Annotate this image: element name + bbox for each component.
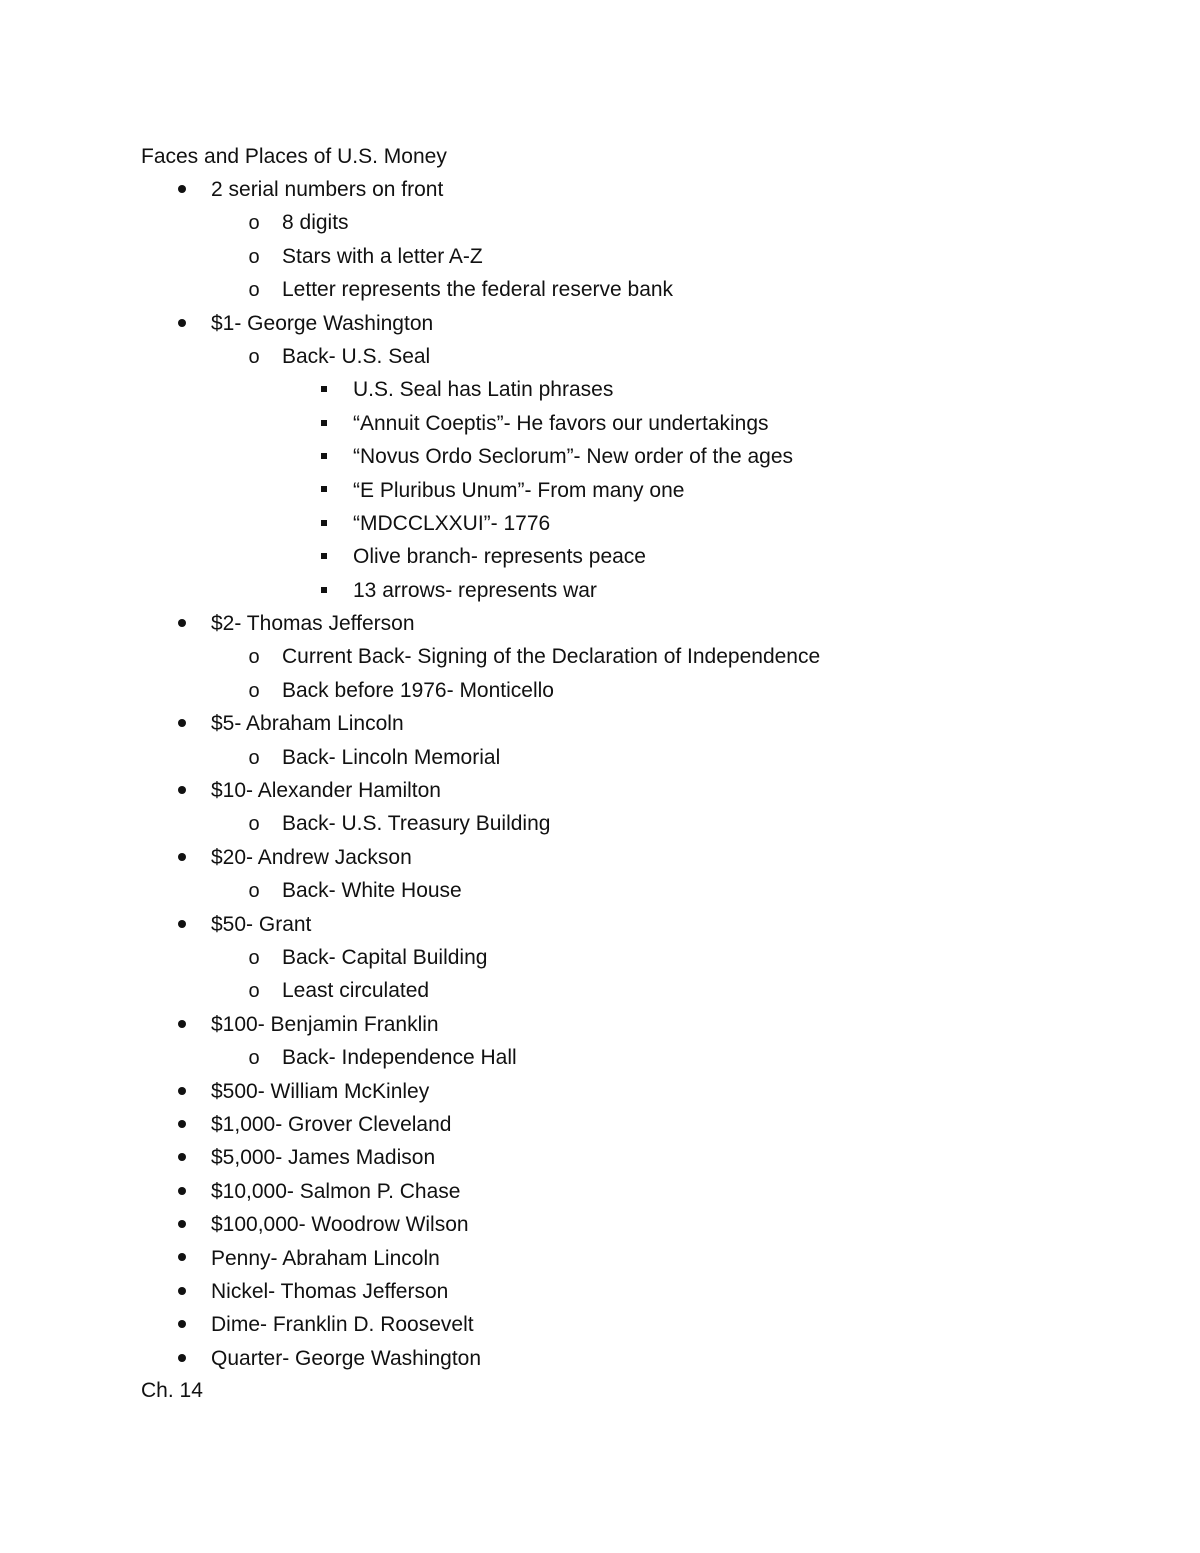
bullet-dot-icon: [170, 1345, 194, 1373]
bullet-square-icon: [312, 577, 336, 605]
bullet-square-icon: [312, 510, 336, 538]
bullet-dot-icon: [170, 1211, 194, 1239]
document-title: Faces and Places of U.S. Money: [141, 145, 447, 168]
list-item-text: Back- Lincoln Memorial: [282, 745, 501, 769]
list-item-level-1: [0, 1178, 1200, 1211]
bullet-square-shape: [321, 386, 327, 392]
bullet-square-shape: [321, 587, 327, 593]
list-item-text: $1- George Washington: [211, 311, 434, 335]
list-item-text: Letter represents the federal reserve bank: [282, 278, 674, 302]
list-item-level-3: [0, 410, 1200, 443]
list-item-level-1: [0, 844, 1200, 877]
bullet-circle-o-icon: o: [248, 1047, 260, 1070]
list-item-text: $100,000- Woodrow Wilson: [211, 1213, 469, 1237]
list-item-level-2: [0, 977, 1200, 1010]
list-item-text: $2- Thomas Jefferson: [211, 612, 415, 636]
list-item-text: 8 digits: [282, 211, 349, 235]
bullet-dot-shape: [178, 1020, 186, 1028]
list-item-level-1: [0, 1078, 1200, 1111]
list-item-text: $1,000- Grover Cleveland: [211, 1112, 452, 1136]
list-item-level-1: [0, 176, 1200, 209]
list-item-text: Dime- Franklin D. Roosevelt: [211, 1313, 474, 1337]
list-item-level-1: [0, 777, 1200, 810]
bullet-dot-shape: [178, 920, 186, 928]
bullet-circle-o-icon: o: [248, 646, 260, 669]
list-item-text: $10- Alexander Hamilton: [211, 779, 441, 803]
bullet-square-shape: [321, 420, 327, 426]
bullet-circle-o-icon: o: [248, 980, 260, 1003]
list-item-text: $5- Abraham Lincoln: [211, 712, 404, 736]
bullet-circle-o-icon: o: [248, 946, 260, 969]
list-item-level-1: [0, 1111, 1200, 1144]
bullet-circle-o-icon: o: [248, 245, 260, 268]
bullet-circle-o-icon: o: [248, 746, 260, 769]
bullet-dot-icon: [170, 176, 194, 204]
bullet-square-icon: [312, 376, 336, 404]
list-item-text: 13 arrows- represents war: [353, 578, 597, 602]
bullet-dot-shape: [178, 853, 186, 861]
list-item-level-2: [0, 643, 1200, 676]
list-item-level-2: [0, 343, 1200, 376]
list-item-level-1: [0, 1011, 1200, 1044]
bullet-circle-o-icon: o: [248, 880, 260, 903]
list-item-text: Current Back- Signing of the Declaration of Independence: [282, 645, 821, 669]
list-item-text: Least circulated: [282, 979, 430, 1003]
list-item-text: $500- William McKinley: [211, 1079, 430, 1103]
list-item-level-2: [0, 1044, 1200, 1077]
list-item-text: Back- White House: [282, 879, 462, 903]
list-item-text: Quarter- George Washington: [211, 1346, 482, 1370]
list-item-text: Penny- Abraham Lincoln: [211, 1246, 440, 1270]
bullet-dot-icon: [170, 844, 194, 872]
list-item-text: $50- Grant: [211, 912, 312, 936]
bullet-dot-icon: [170, 1011, 194, 1039]
list-item-level-1: [0, 911, 1200, 944]
bullet-dot-icon: [170, 1278, 194, 1306]
list-item-text: Back- U.S. Treasury Building: [282, 812, 551, 836]
document-footer-text: Ch. 14: [141, 1379, 203, 1402]
outline-list: [0, 176, 1200, 1378]
bullet-dot-icon: [170, 1078, 194, 1106]
list-item-level-1: [0, 1311, 1200, 1344]
bullet-dot-shape: [178, 1253, 186, 1261]
bullet-dot-shape: [178, 719, 186, 727]
bullet-dot-icon: [170, 1245, 194, 1273]
list-item-level-2: [0, 276, 1200, 309]
bullet-dot-shape: [178, 1320, 186, 1328]
bullet-dot-shape: [178, 1120, 186, 1128]
bullet-circle-o-icon: o: [248, 212, 260, 235]
bullet-circle-o-icon: o: [248, 679, 260, 702]
bullet-square-shape: [321, 553, 327, 559]
list-item-text: Back before 1976- Monticello: [282, 678, 554, 702]
bullet-dot-icon: [170, 710, 194, 738]
list-item-level-1: [0, 1278, 1200, 1311]
bullet-circle-o-icon: o: [248, 813, 260, 836]
list-item-level-1: [0, 1211, 1200, 1244]
bullet-square-shape: [321, 520, 327, 526]
list-item-text: $20- Andrew Jackson: [211, 845, 412, 869]
list-item-text: Olive branch- represents peace: [353, 545, 646, 569]
bullet-dot-icon: [170, 1111, 194, 1139]
list-item-level-3: [0, 543, 1200, 576]
list-item-level-2: [0, 243, 1200, 276]
list-item-level-2: [0, 810, 1200, 843]
list-item-level-3: [0, 443, 1200, 476]
list-item-level-1: [0, 710, 1200, 743]
bullet-dot-shape: [178, 1153, 186, 1161]
bullet-circle-o-icon: o: [248, 345, 260, 368]
list-item-text: Back- Capital Building: [282, 945, 488, 969]
list-item-level-1: [0, 1144, 1200, 1177]
bullet-circle-o-icon: o: [248, 279, 260, 302]
bullet-dot-icon: [170, 1311, 194, 1339]
list-item-level-2: [0, 677, 1200, 710]
list-item-text: Nickel- Thomas Jefferson: [211, 1279, 449, 1303]
bullet-dot-shape: [178, 1287, 186, 1295]
list-item-level-1: [0, 310, 1200, 343]
list-item-text: Stars with a letter A-Z: [282, 244, 483, 268]
list-item-level-2: [0, 877, 1200, 910]
list-item-level-2: [0, 209, 1200, 242]
bullet-dot-icon: [170, 777, 194, 805]
bullet-dot-icon: [170, 1178, 194, 1206]
list-item-level-3: [0, 376, 1200, 409]
bullet-dot-icon: [170, 610, 194, 638]
bullet-square-icon: [312, 543, 336, 571]
list-item-text: Back- Independence Hall: [282, 1046, 517, 1070]
list-item-level-1: [0, 610, 1200, 643]
list-item-level-1: [0, 1245, 1200, 1278]
bullet-dot-icon: [170, 310, 194, 338]
list-item-level-3: [0, 577, 1200, 610]
list-item-text: U.S. Seal has Latin phrases: [353, 378, 614, 402]
bullet-dot-icon: [170, 911, 194, 939]
list-item-text: Back- U.S. Seal: [282, 344, 431, 368]
list-item-text: $100- Benjamin Franklin: [211, 1012, 439, 1036]
list-item-level-3: [0, 510, 1200, 543]
bullet-dot-shape: [178, 1220, 186, 1228]
list-item-level-1: [0, 1345, 1200, 1378]
bullet-dot-shape: [178, 619, 186, 627]
list-item-text: 2 serial numbers on front: [211, 178, 444, 201]
list-item-text: “Annuit Coeptis”- He favors our undertakings: [353, 411, 769, 435]
bullet-dot-icon: [170, 1144, 194, 1172]
bullet-dot-shape: [178, 786, 186, 794]
bullet-square-icon: [312, 477, 336, 505]
bullet-square-icon: [312, 443, 336, 471]
bullet-square-shape: [321, 453, 327, 459]
list-item-level-2: [0, 944, 1200, 977]
bullet-dot-shape: [178, 1187, 186, 1195]
list-item-level-3: [0, 477, 1200, 510]
list-item-text: “Novus Ordo Seclorum”- New order of the ages: [353, 445, 794, 469]
list-item-text: $5,000- James Madison: [211, 1146, 436, 1170]
bullet-square-shape: [321, 486, 327, 492]
list-item-text: “E Pluribus Unum”- From many one: [353, 478, 685, 502]
bullet-dot-shape: [178, 1087, 186, 1095]
bullet-square-icon: [312, 410, 336, 438]
bullet-dot-shape: [178, 185, 186, 193]
list-item-text: “MDCCLXXUI”- 1776: [353, 511, 551, 535]
list-item-text: $10,000- Salmon P. Chase: [211, 1179, 461, 1203]
bullet-dot-shape: [178, 319, 186, 327]
bullet-dot-shape: [178, 1354, 186, 1362]
list-item-level-2: [0, 744, 1200, 777]
